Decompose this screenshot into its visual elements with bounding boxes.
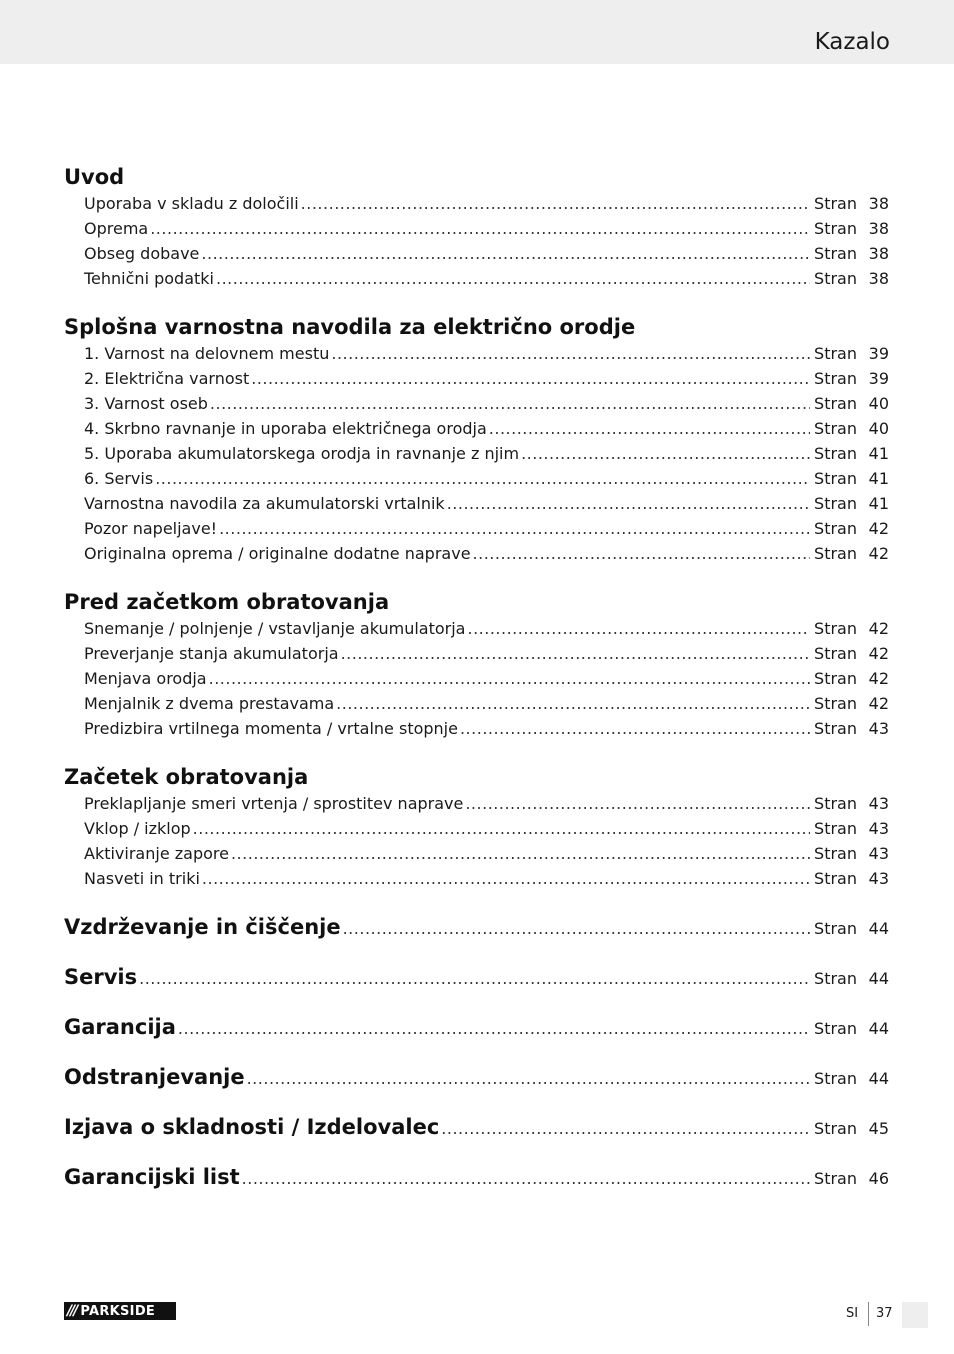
section-title-safety: Splošna varnostna navodila za električno orodje: [64, 315, 636, 339]
page-word: Stran: [814, 494, 857, 513]
toc-entry-label: Pozor napeljave!: [84, 519, 218, 538]
toc-entry[interactable]: [84, 418, 889, 440]
dot-leader: [242, 1164, 810, 1194]
toc-section-entry[interactable]: [64, 1062, 889, 1092]
section-title-start-operation: Začetek obratovanja: [64, 765, 309, 789]
page-number: 43: [868, 844, 889, 863]
page-word: Stran: [814, 669, 857, 688]
toc-section-label: Vzdrževanje in čiščenje: [64, 915, 341, 939]
dot-leader: [178, 1014, 810, 1044]
dot-leader: [489, 418, 810, 440]
parkside-logo: [64, 1302, 176, 1320]
page-word: Stran: [814, 1169, 857, 1188]
footer-divider: [868, 1302, 869, 1326]
dot-leader: [473, 543, 811, 565]
toc-section-label: Garancijski list: [64, 1165, 240, 1189]
dot-leader: [202, 868, 810, 890]
page-word: Stran: [814, 344, 857, 363]
toc-entry-label: 3. Varnost oseb: [84, 394, 208, 413]
page-reference: [814, 218, 889, 240]
toc-entry[interactable]: [84, 693, 889, 715]
page-word: Stran: [814, 919, 857, 938]
page-number: 42: [868, 619, 889, 638]
page-reference: [814, 818, 889, 840]
page-word: Stran: [814, 519, 857, 538]
toc-section-entry[interactable]: [64, 1162, 889, 1192]
section-title-before-operation: Pred začetkom obratovanja: [64, 590, 390, 614]
toc-entry-label: Tehnični podatki: [84, 269, 214, 288]
page-reference: [814, 964, 889, 994]
dot-leader: [467, 618, 810, 640]
page-reference: [814, 843, 889, 865]
toc-entry[interactable]: [84, 618, 889, 640]
page-word: Stran: [814, 694, 857, 713]
page-number: 41: [868, 494, 889, 513]
toc-entry-label: Preklapljanje smeri vrtenja / sprostitev naprave: [84, 794, 464, 813]
page-reference: [814, 643, 889, 665]
dot-leader: [201, 243, 810, 265]
toc-entry[interactable]: [84, 368, 889, 390]
toc-entry-label: Aktiviranje zapore: [84, 844, 229, 863]
toc-entry-label: Preverjanje stanja akumulatorja: [84, 644, 339, 663]
page-reference: [814, 493, 889, 515]
dot-leader: [251, 368, 810, 390]
page-number: 41: [868, 444, 889, 463]
toc-entry-label: Vklop / izklop: [84, 819, 191, 838]
toc-entry[interactable]: [84, 493, 889, 515]
logo-text: PARKSIDE: [80, 1303, 156, 1319]
page-reference: [814, 518, 889, 540]
page-reference: [814, 1164, 889, 1194]
page-word: Stran: [814, 719, 857, 738]
page-reference: [814, 393, 889, 415]
footer-tab-marker: [902, 1302, 928, 1328]
page-word: Stran: [814, 1119, 857, 1138]
page-number: 40: [868, 394, 889, 413]
page-word: Stran: [814, 419, 857, 438]
page-word: Stran: [814, 219, 857, 238]
page-number: 42: [868, 519, 889, 538]
toc-entry[interactable]: [84, 818, 889, 840]
toc-section-label: Garancija: [64, 1015, 176, 1039]
page-number: 40: [868, 419, 889, 438]
page-word: Stran: [814, 369, 857, 388]
page-number: 42: [868, 544, 889, 563]
toc-section-entry[interactable]: [64, 1012, 889, 1042]
dot-leader: [155, 468, 810, 490]
page-number: 42: [868, 694, 889, 713]
page-number: 42: [868, 669, 889, 688]
dot-leader: [193, 818, 810, 840]
toc-entry-label: Uporaba v skladu z določili: [84, 194, 299, 213]
page-word: Stran: [814, 969, 857, 988]
toc-entry[interactable]: [84, 243, 889, 265]
page-number: 38: [868, 244, 889, 263]
toc-entry-label: 2. Električna varnost: [84, 369, 250, 388]
page-reference: [814, 718, 889, 740]
toc-section-label: Odstranjevanje: [64, 1065, 245, 1089]
toc-entry-label: Nasveti in triki: [84, 869, 200, 888]
page-reference: [814, 543, 889, 565]
toc-entry-label: Oprema: [84, 219, 149, 238]
page-word: Stran: [814, 444, 857, 463]
page-number: 44: [868, 1019, 889, 1038]
toc-entry[interactable]: [84, 518, 889, 540]
page-word: Stran: [814, 844, 857, 863]
page-word: Stran: [814, 194, 857, 213]
page-word: Stran: [814, 244, 857, 263]
toc-entry-label: Menjalnik z dvema prestavama: [84, 694, 335, 713]
toc-entry[interactable]: [84, 193, 889, 215]
toc-entry[interactable]: [84, 468, 889, 490]
toc-entry-label: Originalna oprema / originalne dodatne naprave: [84, 544, 471, 563]
page-number: 43: [868, 719, 889, 738]
toc-entry-label: 4. Skrbno ravnanje in uporaba električnega orodja: [84, 419, 487, 438]
page-number: 39: [868, 344, 889, 363]
page-reference: [814, 1014, 889, 1044]
page-word: Stran: [814, 869, 857, 888]
toc-entry-label: Obseg dobave: [84, 244, 200, 263]
dot-leader: [465, 793, 810, 815]
toc-section-entry[interactable]: [64, 962, 889, 992]
toc-entry[interactable]: [84, 793, 889, 815]
page-number: 45: [868, 1119, 889, 1138]
page-reference: [814, 368, 889, 390]
toc-entry[interactable]: [84, 343, 889, 365]
page-number: 43: [868, 794, 889, 813]
toc-section-entry[interactable]: [64, 912, 889, 942]
page-reference: [814, 618, 889, 640]
page-reference: [814, 418, 889, 440]
page-number: 43: [868, 869, 889, 888]
page-reference: [814, 668, 889, 690]
logo-slashes: ///: [67, 1303, 77, 1319]
toc-section-label: Izjava o skladnosti / Izdelovalec: [64, 1115, 440, 1139]
dot-leader: [343, 914, 810, 944]
page-word: Stran: [814, 794, 857, 813]
page-reference: [814, 243, 889, 265]
page-reference: [814, 268, 889, 290]
toc-entry[interactable]: [84, 668, 889, 690]
toc-section-label: Servis: [64, 965, 138, 989]
dot-leader: [139, 964, 810, 994]
toc-entry[interactable]: [84, 643, 889, 665]
page-word: Stran: [814, 1069, 857, 1088]
dot-leader: [521, 443, 810, 465]
page-word: Stran: [814, 819, 857, 838]
page-number-footer: 37: [876, 1306, 893, 1321]
page-number: 44: [868, 919, 889, 938]
section-title-uvod: Uvod: [64, 165, 125, 189]
page-word: Stran: [814, 269, 857, 288]
page-number: 41: [868, 469, 889, 488]
page-word: Stran: [814, 1019, 857, 1038]
page-reference: [814, 343, 889, 365]
toc-entry[interactable]: [84, 218, 889, 240]
page-reference: [814, 1064, 889, 1094]
page-reference: [814, 443, 889, 465]
dot-leader: [231, 843, 810, 865]
page-word: Stran: [814, 644, 857, 663]
toc-entry-label: 1. Varnost na delovnem mestu: [84, 344, 330, 363]
page-number: 44: [868, 1069, 889, 1088]
page-number: 42: [868, 644, 889, 663]
toc-section-entry[interactable]: [64, 1112, 889, 1142]
page-number: 43: [868, 819, 889, 838]
page-reference: [814, 693, 889, 715]
toc-entry[interactable]: [84, 868, 889, 890]
page-title: Kazalo: [814, 29, 890, 55]
dot-leader: [336, 693, 810, 715]
page-reference: [814, 868, 889, 890]
page-reference: [814, 193, 889, 215]
page-word: Stran: [814, 469, 857, 488]
toc-entry-label: Snemanje / polnjenje / vstavljanje akumulatorja: [84, 619, 466, 638]
page-header: [0, 0, 954, 64]
page-number: 46: [868, 1169, 889, 1188]
page-reference: [814, 914, 889, 944]
page-number: 38: [868, 219, 889, 238]
dot-leader: [301, 193, 810, 215]
page-number: 38: [868, 194, 889, 213]
page-number: 38: [868, 269, 889, 288]
dot-leader: [209, 668, 810, 690]
toc-entry[interactable]: [84, 543, 889, 565]
toc-entry[interactable]: [84, 718, 889, 740]
page-number: 44: [868, 969, 889, 988]
toc-entry-label: Varnostna navodila za akumulatorski vrtalnik: [84, 494, 445, 513]
dot-leader: [150, 218, 810, 240]
toc-entry-label: 5. Uporaba akumulatorskega orodja in ravnanje z njim: [84, 444, 520, 463]
dot-leader: [216, 268, 810, 290]
page-word: Stran: [814, 394, 857, 413]
language-code: SI: [846, 1306, 859, 1321]
dot-leader: [219, 518, 810, 540]
dot-leader: [460, 718, 810, 740]
toc-entry[interactable]: [84, 393, 889, 415]
toc-entry[interactable]: [84, 443, 889, 465]
toc-entry[interactable]: [84, 843, 889, 865]
dot-leader: [341, 643, 810, 665]
toc-entry-label: Predizbira vrtilnega momenta / vrtalne stopnje: [84, 719, 458, 738]
dot-leader: [331, 343, 810, 365]
dot-leader: [247, 1064, 810, 1094]
toc-entry-label: 6. Servis: [84, 469, 154, 488]
dot-leader: [441, 1114, 810, 1144]
dot-leader: [447, 493, 810, 515]
page-reference: [814, 468, 889, 490]
page-reference: [814, 793, 889, 815]
dot-leader: [210, 393, 810, 415]
page-word: Stran: [814, 619, 857, 638]
page-reference: [814, 1114, 889, 1144]
toc-entry[interactable]: [84, 268, 889, 290]
toc-entry-label: Menjava orodja: [84, 669, 207, 688]
page-number: 39: [868, 369, 889, 388]
page-word: Stran: [814, 544, 857, 563]
